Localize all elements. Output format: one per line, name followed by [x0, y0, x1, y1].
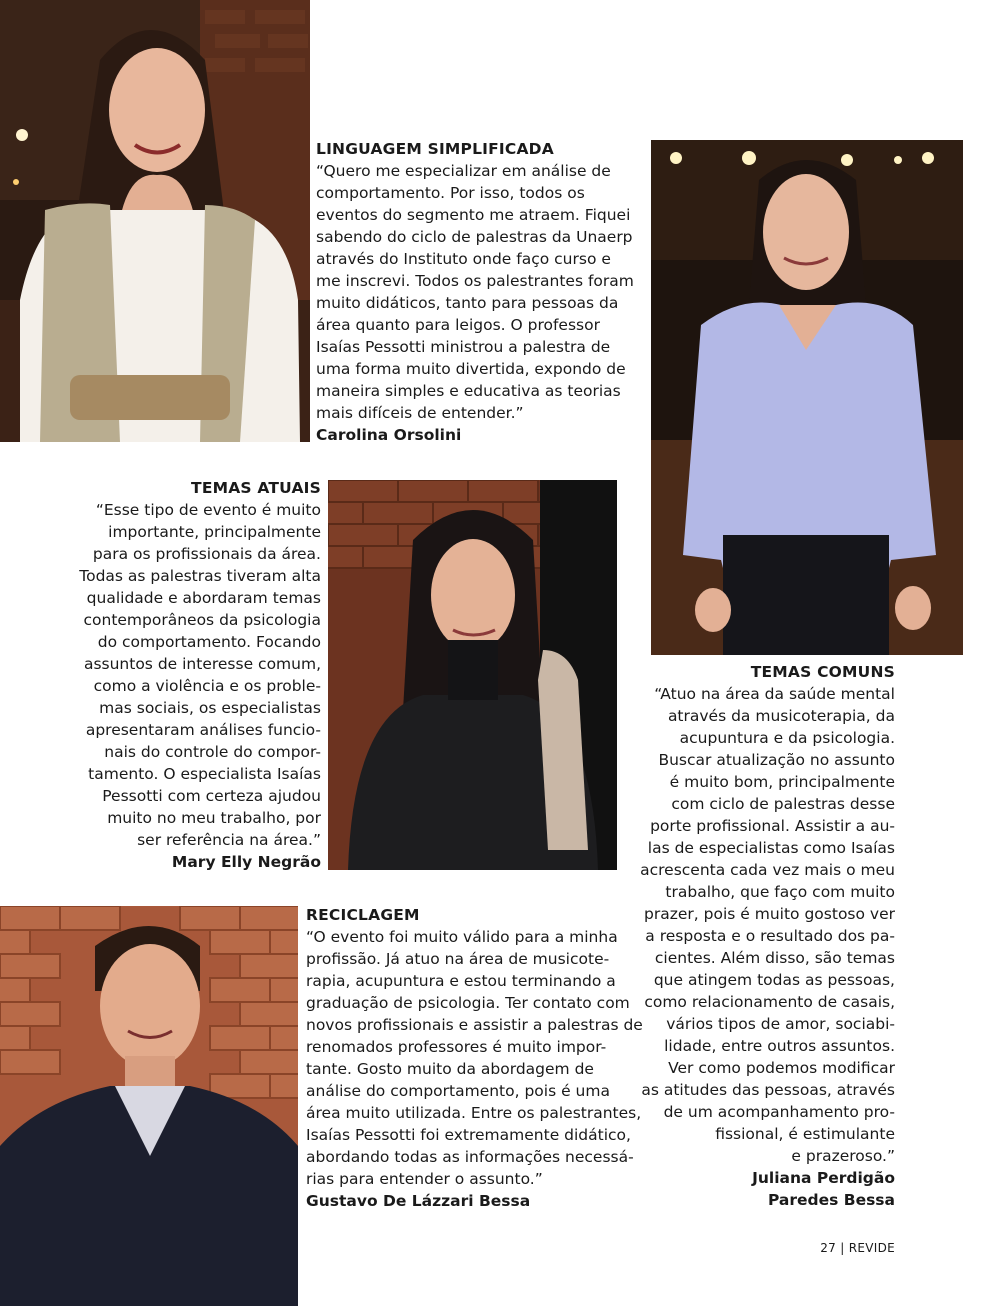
article-line: Isaías Pessotti foi extremamente didático,: [306, 1126, 631, 1144]
magazine-name: REVIDE: [848, 1241, 895, 1255]
article-reciclagem: [306, 904, 643, 1212]
article-line: eventos do segmento me atraem. Fiquei: [316, 206, 631, 224]
article-line: sabendo do ciclo de palestras da Unaerp: [316, 228, 633, 246]
article-line: novos profissionais e assistir a palestras de: [306, 1016, 643, 1034]
article-line: “Esse tipo de evento é muito: [95, 501, 321, 519]
article-line: muito didáticos, tanto para pessoas da: [316, 294, 619, 312]
article-heading: TEMAS ATUAIS: [191, 479, 321, 497]
article-line: fissional, é estimulante: [715, 1125, 895, 1143]
article-line: lidade, entre outros assuntos.: [664, 1037, 895, 1055]
article-line: acrescenta cada vez mais o meu: [640, 861, 895, 879]
article-heading: LINGUAGEM SIMPLIFICADA: [316, 140, 554, 158]
article-line: abordando todas as informações necessá-: [306, 1148, 634, 1166]
article-author: Gustavo De Lázzari Bessa: [306, 1192, 531, 1210]
article-line: comportamento. Por isso, todos os: [316, 184, 585, 202]
article-line: com ciclo de palestras desse: [671, 795, 895, 813]
article-line: qualidade e abordaram temas: [86, 589, 321, 607]
article-line: rapia, acupuntura e estou terminando a: [306, 972, 616, 990]
article-line: através da musicoterapia, da: [667, 707, 895, 725]
article-line: las de especialistas como Isaías: [647, 839, 895, 857]
article-line: tamento. O especialista Isaías: [88, 765, 321, 783]
article-line: apresentaram análises funcio-: [85, 721, 321, 739]
article-line: como a violência e os proble-: [93, 677, 321, 695]
article-line: e prazeroso.”: [791, 1147, 895, 1165]
article-line: área quanto para leigos. O professor: [316, 316, 600, 334]
article-line: importante, principalmente: [108, 523, 321, 541]
article-author: Paredes Bessa: [767, 1191, 895, 1209]
article-line: Todas as palestras tiveram alta: [79, 567, 321, 585]
article-line: é muito bom, principalmente: [669, 773, 895, 791]
article-line: Pessotti com certeza ajudou: [102, 787, 321, 805]
article-line: para os profissionais da área.: [92, 545, 321, 563]
article-line: contemporâneos da psicologia: [83, 611, 321, 629]
photo-mary-elly-negrao: [328, 480, 617, 870]
article-heading: TEMAS COMUNS: [750, 663, 895, 681]
article-line: trabalho, que faço com muito: [665, 883, 895, 901]
article-line: do comportamento. Focando: [97, 633, 321, 651]
article-line: tante. Gosto muito da abordagem de: [306, 1060, 594, 1078]
article-line: “Quero me especializar em análise de: [316, 162, 611, 180]
photo-carolina-orsolini: [0, 0, 310, 442]
article-line: acupuntura e da psicologia.: [679, 729, 895, 747]
article-line: mais difíceis de entender.”: [316, 404, 524, 422]
article-author: Juliana Perdigão: [752, 1169, 895, 1187]
article-line: cientes. Além disso, são temas: [654, 949, 895, 967]
article-line: área muito utilizada. Entre os palestrantes,: [306, 1104, 642, 1122]
article-line: como relacionamento de casais,: [644, 993, 895, 1011]
article-temas-atuais: [60, 477, 321, 873]
article-line: Buscar atualização no assunto: [658, 751, 895, 769]
article-line: as atitudes das pessoas, através: [641, 1081, 895, 1099]
article-line: vários tipos de amor, sociabi-: [666, 1015, 895, 1033]
article-line: “O evento foi muito válido para a minha: [306, 928, 618, 946]
page-footer: [820, 1241, 895, 1255]
article-line: mas sociais, os especialistas: [99, 699, 321, 717]
article-line: assuntos de interesse comum,: [83, 655, 321, 673]
article-line: maneira simples e educativa as teorias: [316, 382, 621, 400]
article-line: renomados professores é muito impor-: [306, 1038, 607, 1056]
article-line: “Atuo na área da saúde mental: [654, 685, 895, 703]
article-author: Mary Elly Negrão: [171, 853, 321, 871]
article-line: profissão. Já atuo na área de musicote-: [306, 950, 610, 968]
page-number: 27: [820, 1241, 837, 1255]
article-line: rias para entender o assunto.”: [306, 1170, 543, 1188]
article-temas-comuns: [600, 661, 895, 1211]
article-line: através do Instituto onde faço curso e: [316, 250, 611, 268]
article-heading: RECICLAGEM: [306, 906, 420, 924]
article-line: muito no meu trabalho, por: [107, 809, 321, 827]
article-line: nais do controle do compor-: [104, 743, 321, 761]
photo-gustavo-de-lazzari-bessa: [0, 906, 298, 1306]
article-line: graduação de psicologia. Ter contato com: [306, 994, 630, 1012]
article-line: que atingem todas as pessoas,: [653, 971, 895, 989]
article-linguagem-simplificada: [316, 138, 636, 446]
article-line: prazer, pois é muito gostoso ver: [644, 905, 895, 923]
article-line: de um acompanhamento pro-: [663, 1103, 895, 1121]
article-line: uma forma muito divertida, expondo de: [316, 360, 626, 378]
footer-separator: |: [840, 1241, 845, 1255]
article-author: Carolina Orsolini: [316, 426, 462, 444]
article-line: porte profissional. Assistir a au-: [650, 817, 895, 835]
article-line: Ver como podemos modificar: [668, 1059, 895, 1077]
photo-juliana-perdigao: [651, 140, 963, 655]
article-line: a resposta e o resultado dos pa-: [645, 927, 895, 945]
article-line: análise do comportamento, pois é uma: [306, 1082, 610, 1100]
article-line: Isaías Pessotti ministrou a palestra de: [316, 338, 611, 356]
article-line: me inscrevi. Todos os palestrantes foram: [316, 272, 634, 290]
article-line: ser referência na área.”: [137, 831, 321, 849]
